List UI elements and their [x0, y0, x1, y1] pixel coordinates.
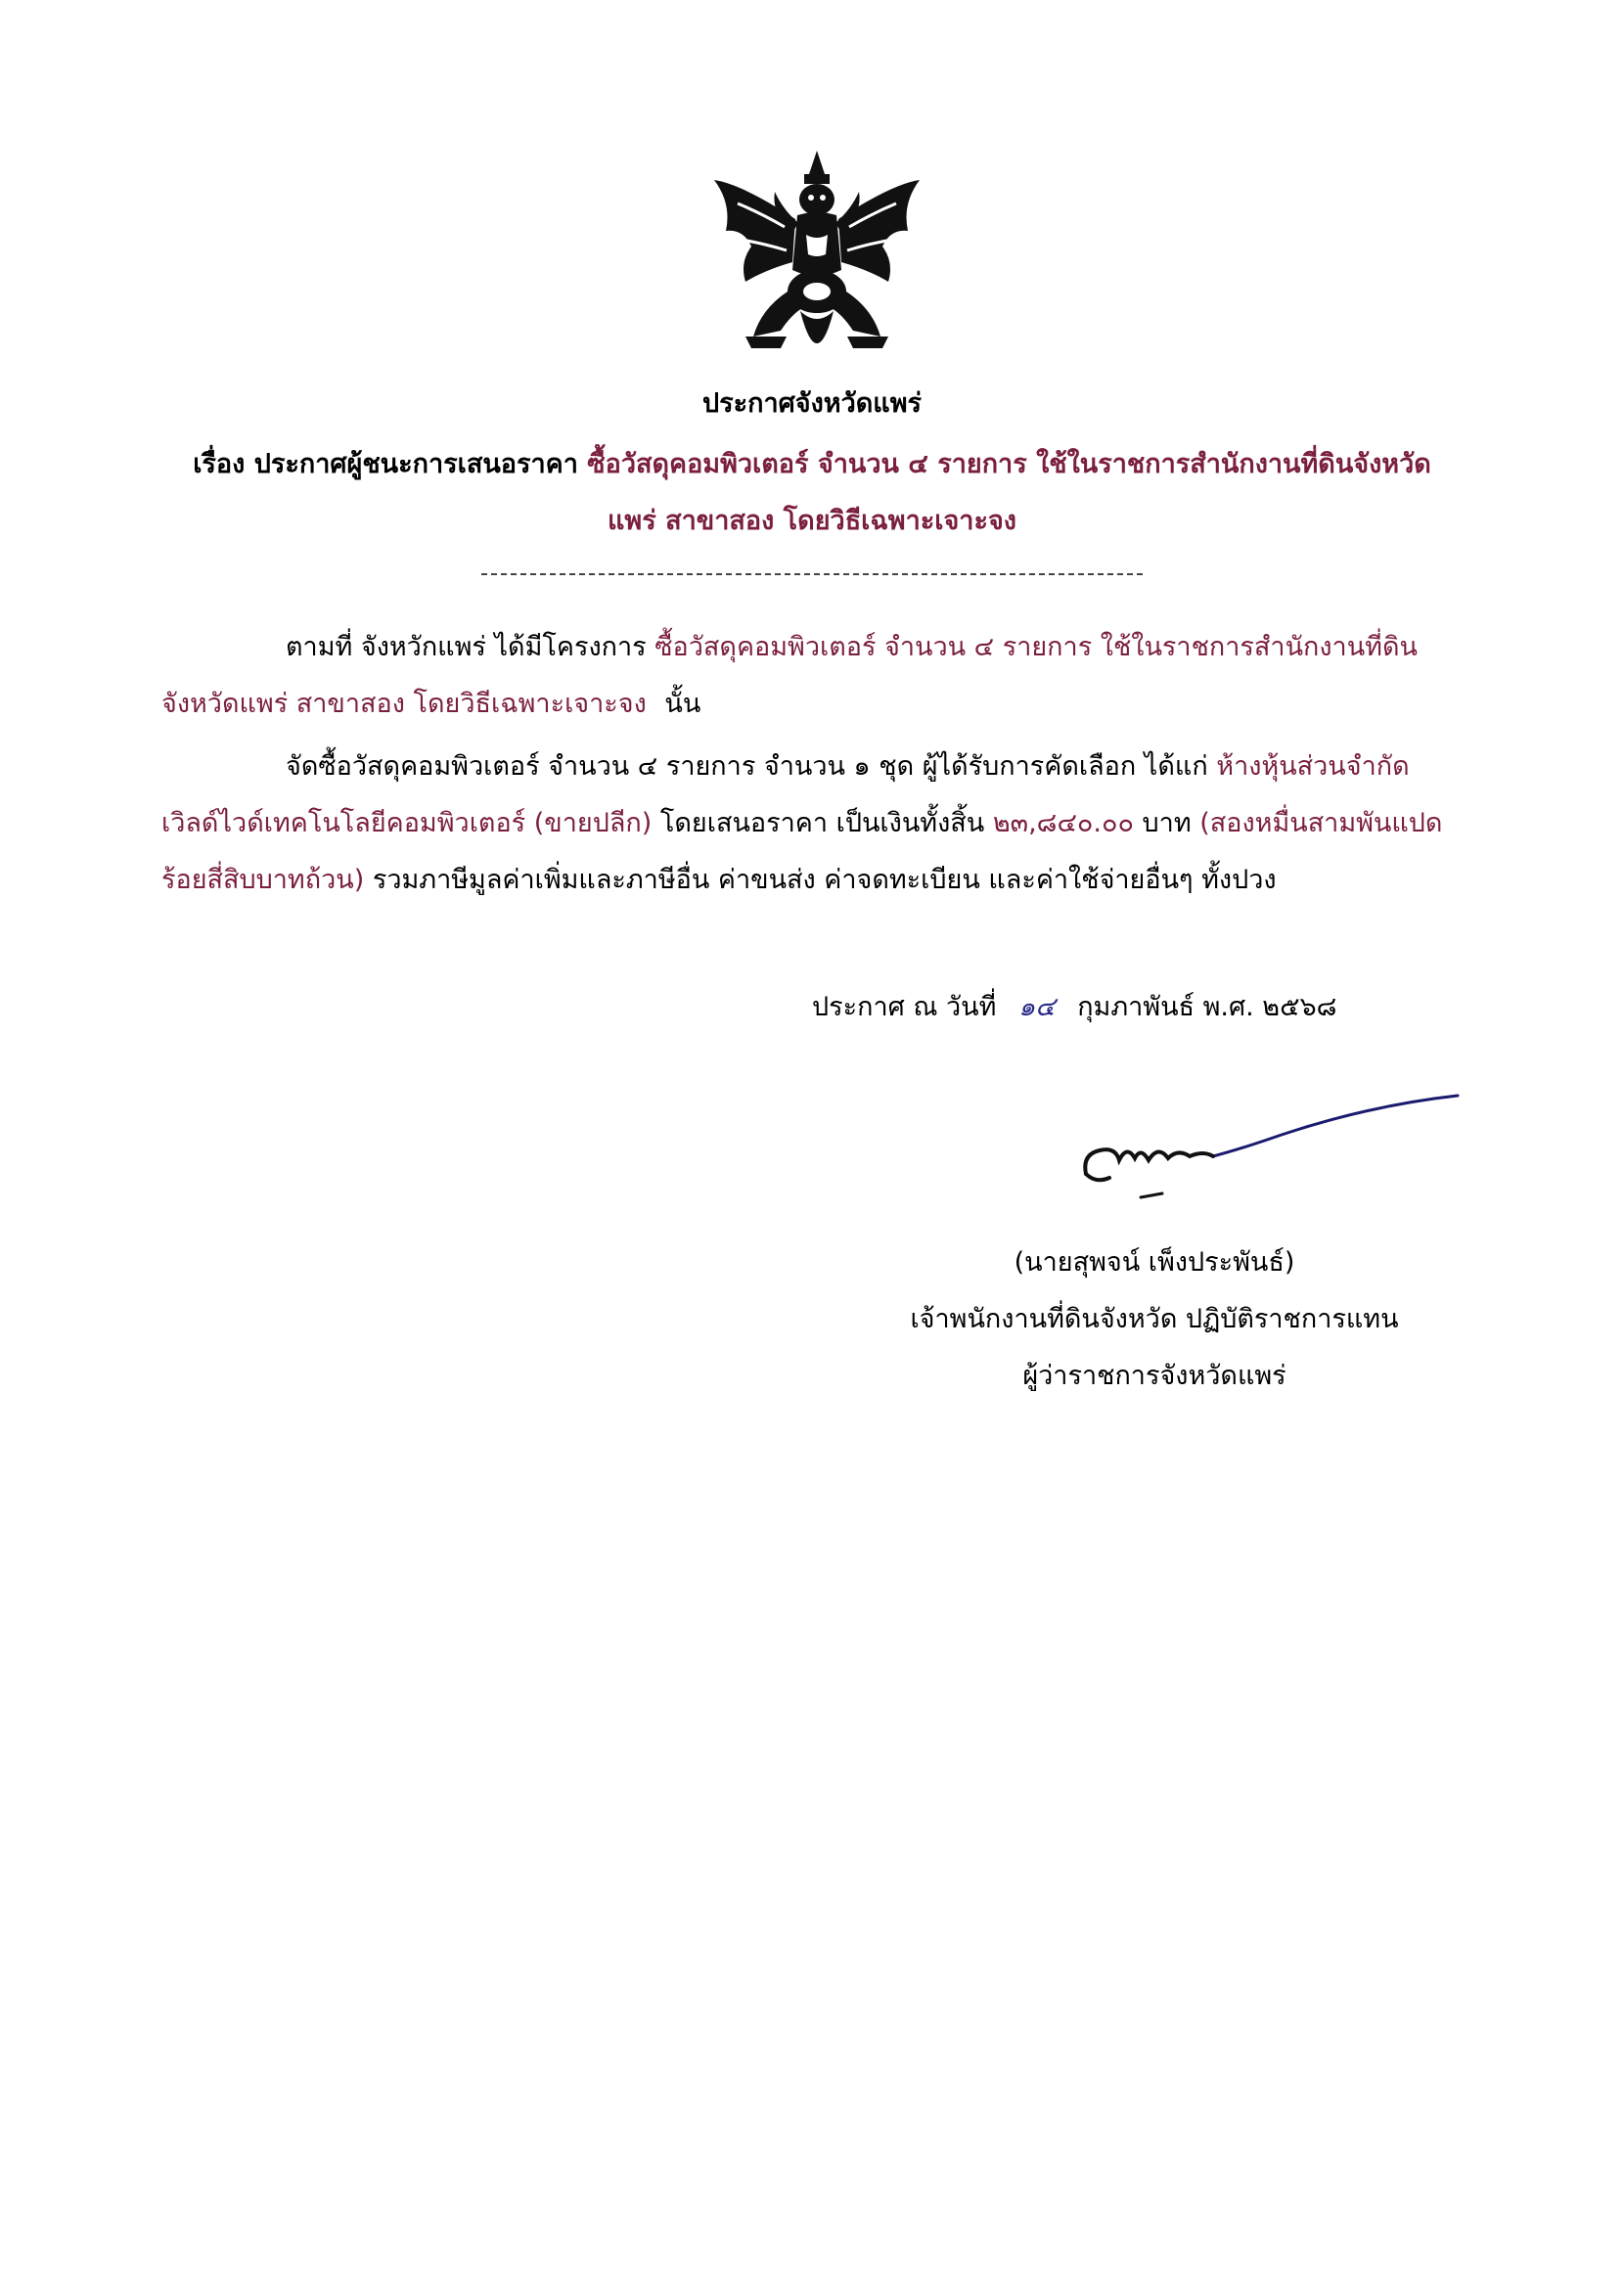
paragraph-2-line-3 — [161, 861, 1277, 900]
p2-baht-label: บาท — [1142, 808, 1192, 838]
p1-text-end: นั้น — [664, 689, 701, 719]
paragraph-1-line-1 — [286, 628, 1418, 667]
paragraph-2-line-1 — [286, 747, 1410, 786]
p1-project-highlight: ซื้อวัสดุคอมพิวเตอร์ จำนวน ๔ รายการ ใช้ในราชการสำนักงานที่ดิน — [654, 632, 1418, 662]
paragraph-2-line-2 — [161, 804, 1442, 843]
signer-position-2: ผู้ว่าราชการจังหวัดแพร่ — [1022, 1361, 1286, 1391]
subject-line-1 — [0, 445, 1624, 484]
signer-name: (นายสุพจน์ เพ็งประพันธ์) — [1014, 1247, 1295, 1278]
p1-text-a: ตามที่ จังหวักแพร่ ได้มีโครงการ — [286, 632, 647, 662]
date-prefix: ประกาศ ณ วันที่ — [812, 992, 997, 1022]
handwritten-signature — [1076, 1076, 1467, 1223]
p2-winner-highlight: ห้างหุ้นส่วนจำกัด — [1216, 751, 1410, 782]
subject-prefix: เรื่อง ประกาศผู้ชนะการเสนอราคา — [193, 449, 578, 479]
separator-dashes — [481, 573, 1143, 575]
p2-amount-words-end: ร้อยสี่สิบบาทถ้วน) — [161, 865, 365, 895]
announcement-date — [812, 988, 1337, 1027]
date-month-year: กุมภาพันธ์ พ.ศ. ๒๕๖๘ — [1077, 992, 1337, 1022]
date-day: ๑๔ — [1018, 992, 1056, 1022]
subject-line-2: แพร่ สาขาสอง โดยวิธีเฉพาะเจาะจง — [608, 506, 1016, 536]
p2-text-c: รวมภาษีมูลค่าเพิ่มและภาษีอื่น ค่าขนส่ง ค่าจดทะเบียน และค่าใช้จ่ายอื่นๆ ทั้งปวง — [372, 865, 1277, 895]
garuda-emblem-icon — [702, 145, 931, 376]
p2-amount-words-highlight: (สองหมื่นสามพันแปด — [1199, 808, 1443, 838]
paragraph-1-line-2 — [161, 685, 700, 724]
signer-position: เจ้าพนักงานที่ดินจังหวัด ปฏิบัติราชการแทน — [910, 1304, 1399, 1334]
p2-winner-name-highlight: เวิลด์ไวด์เทคโนโลยีคอมพิวเตอร์ (ขายปลีก) — [161, 808, 653, 838]
p1-project-highlight-2: จังหวัดแพร่ สาขาสอง โดยวิธีเฉพาะเจาะจง — [161, 689, 647, 719]
subject-highlight-1: ซื้อวัสดุคอมพิวเตอร์ จำนวน ๔ รายการ ใช้ในราชการสำนักงานที่ดินจังหวัด — [587, 449, 1431, 479]
p2-amount-highlight: ๒๓,๘๔๐.๐๐ — [992, 808, 1134, 838]
p2-text-a: จัดซื้อวัสดุคอมพิวเตอร์ จำนวน ๔ รายการ จำนวน ๑ ชุด ผู้ได้รับการคัดเลือก ได้แก่ — [286, 751, 1208, 782]
p2-text-b: โดยเสนอราคา เป็นเงินทั้งสิ้น — [659, 808, 985, 838]
document-title: ประกาศจังหวัดแพร่ — [702, 388, 922, 419]
